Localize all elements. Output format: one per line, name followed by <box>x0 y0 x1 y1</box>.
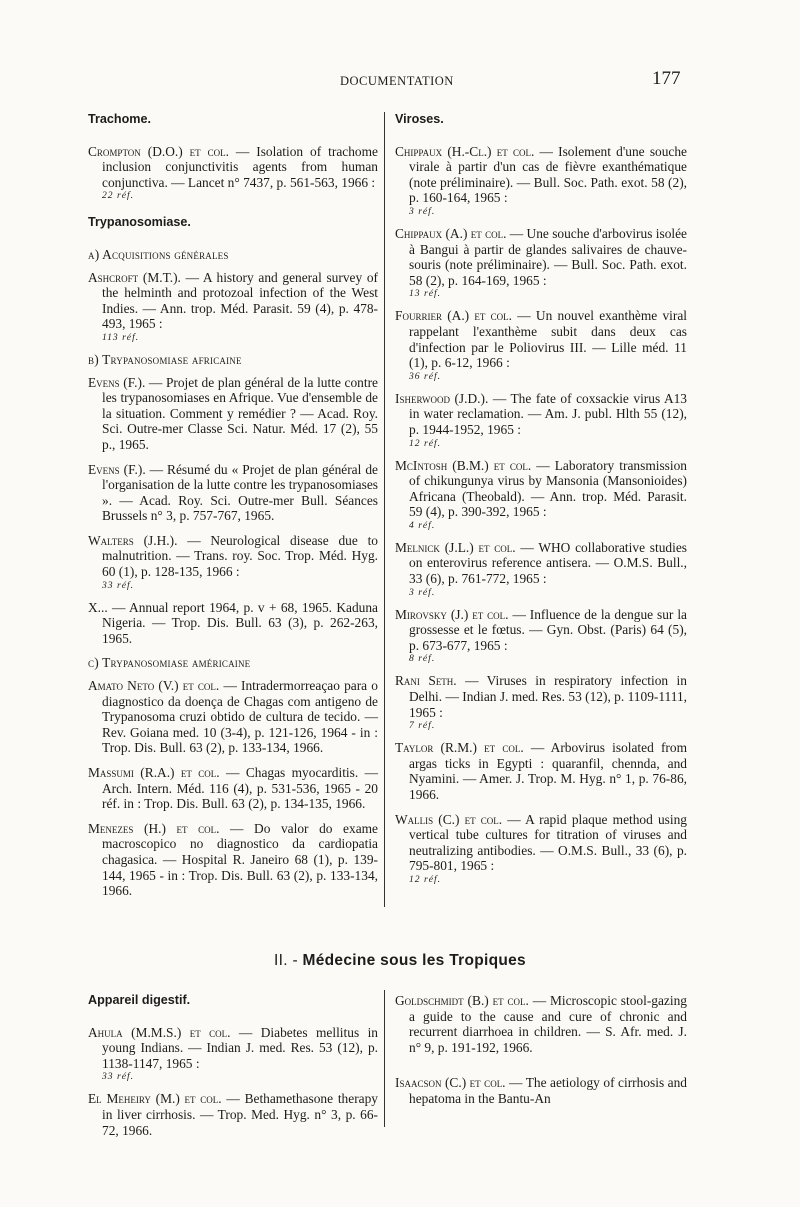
entry-author: Evens (F.). <box>88 461 146 477</box>
entry-author: Massumi (R.A.) et col. <box>88 765 220 780</box>
entry-author: Evens (F.). <box>88 374 146 390</box>
entry-author: Ahula (M.M.S.) et col. <box>88 1024 231 1040</box>
entry-ref-count: 3 réf. <box>409 205 436 217</box>
part-number: II. - <box>274 952 298 969</box>
entry-text: — Projet de plan général de la lutte contre les trypanosomiases en Afrique. Vue d'ensemble de la situation. Comment y remédier ? — Acad. Roy. Sci. Outre-mer Classe Sci. Natur. Méd. 17 (2), 55 p., 1965. <box>102 374 378 452</box>
entry-author: Menezes (H.) et col. <box>88 820 220 836</box>
page-number: 177 <box>652 68 681 89</box>
entry-author: Goldschmidt (B.) et col. <box>395 993 529 1008</box>
entry-text: — Un nouvel exanthème viral rappelant l'exanthème subit dans deux cas d'infection par le Poliovirus III. — Lille méd. 11 (1), p. 6-12, 1966 : <box>409 308 687 371</box>
part-heading <box>0 952 800 970</box>
entry-author: Mirovsky (J.) et col. <box>395 606 509 622</box>
section-heading-trypanosomiase: Trypanosomiase. <box>88 215 191 230</box>
entry-text: — WHO collaborative studies on enterovirus reference antisera. — O.M.S. Bull., 33 (6), p. 761-772, 1965 : <box>409 539 687 587</box>
bib-entry <box>88 765 378 812</box>
entry-ref-count: 13 réf. <box>409 288 442 300</box>
entry-author: Ashcroft (M.T.). <box>88 269 181 285</box>
part-title: Médecine sous les Tropiques <box>302 952 526 969</box>
bib-entry <box>88 533 378 591</box>
running-title: DOCUMENTATION <box>340 74 454 88</box>
entry-text: — Intradermorreaçao para o diagnostico da doença de Chagas com antigeno de Trypanosoma cruzi obtido de cultura de tecido. — Rev. Goiana med. 10 (3-4), p. 121-126, 1964 - in : Trop. Dis. Bull. 63 (2), p. 133-134, 1966. <box>102 678 378 756</box>
entry-author: Chippaux (A.) et col. <box>395 225 507 241</box>
bib-entry <box>395 144 687 217</box>
bib-entry <box>395 540 687 598</box>
entry-text: — Viruses in respiratory infection in Delhi. — Indian J. med. Res. 53 (12), p. 1109-1111, 1965 : <box>409 673 687 720</box>
bib-entry <box>395 673 687 731</box>
entry-author: Isaacson (C.) et col. <box>395 1075 506 1091</box>
entry-author: Walters (J.H.). <box>88 532 178 548</box>
entry-text: — The fate of coxsackie virus A13 in water reclamation. — Am. J. publ. Hlth 55 (12), p. 1944-1952, 1965 : <box>409 390 688 437</box>
bib-entry <box>88 678 378 756</box>
column-divider-top <box>384 112 385 907</box>
entry-ref-count: 4 réf. <box>409 519 436 531</box>
entry-ref-count: 3 réf. <box>409 586 436 598</box>
left-column-top <box>88 112 378 908</box>
entry-text: — A history and general survey of the helminth and protozoal infection of the West Indies. — Ann. trop. Méd. Parasit. 59 (4), p. 478-493, 1965 : <box>102 269 378 332</box>
entry-author: Chippaux (H.-Cl.) et col. <box>395 143 535 159</box>
section-heading-appareil-digestif: Appareil digestif. <box>88 993 191 1007</box>
entry-author: McIntosh (B.M.) et col. <box>395 457 532 473</box>
bib-entry <box>395 308 687 381</box>
entry-ref-count: 7 réf. <box>409 720 436 732</box>
right-column-top <box>395 112 687 894</box>
entry-author: El Meheiry (M.) et col. <box>88 1091 222 1107</box>
entry-text: — Microscopic stool-gazing a guide to the cause and cure of chronic and recurrent diarrhoea in children. — S. Afr. med. J. n° 9, p. 191-192, 1966. <box>409 993 687 1055</box>
entry-text: — Une souche d'arbovirus isolée à Bangui à partir de glandes salivaires de chauve-souris (note préliminaire). — Bull. Soc. Path. exot. 58 (2), p. 164-169, 1965 : <box>409 225 688 288</box>
bib-entry <box>88 462 378 524</box>
bib-entry <box>88 600 378 647</box>
subsection-heading: b) Trypanosomiase africaine <box>88 351 242 367</box>
entry-text: — A rapid plaque method using vertical tube cultures for titration of viruses and neutralizing antibodies. — O.M.S. Bull., 33 (6), p. 795-801, 1965 : <box>409 811 687 874</box>
entry-text: — Chagas myocarditis. — Arch. Intern. Méd. 116 (4), p. 531-536, 1965 - 20 réf. in : Trop. Dis. Bull. 63 (2), p. 134-135, 1966. <box>102 765 378 812</box>
entry-text: — Isolation of trachome inclusion conjunctivitis agents from human conjunctiva. — Lancet n° 7437, p. 561-563, 1966 : <box>102 143 378 190</box>
entry-text: — Influence de la dengue sur la grossesse et le fœtus. — Gyn. Obst. (Paris) 64 (5), p. 673-677, 1965 : <box>409 606 687 653</box>
subsection-heading: a) Acquisitions générales <box>88 246 229 262</box>
column-divider-bottom <box>384 990 385 1127</box>
bib-entry <box>395 740 687 802</box>
entry-text: — Neurological disease due to malnutrition. — Trans. roy. Soc. Trop. Méd. Hyg. 60 (1), p. 128-135, 1966 : <box>102 532 378 580</box>
bib-entry <box>395 812 687 885</box>
bib-entry <box>395 391 687 449</box>
bib-entry <box>88 1091 378 1138</box>
bib-entry <box>395 226 687 299</box>
bib-entry <box>88 821 378 899</box>
entry-author: Taylor (R.M.) et col. <box>395 740 524 756</box>
entry-text: — Laboratory transmission of chikungunya virus by Mansonia (Mansonioides) Africana (Theobald). — Ann. trop. Méd. Parasit. 59 (4), p. 390-392, 1965 : <box>409 457 688 520</box>
entry-text: — Résumé du « Projet de plan général de l'organisation de la lutte contre les trypanosomiases ». — Acad. Roy. Sci. Outre-mer Bull. Séances Brussels n° 3, p. 757-767, 1965. <box>102 461 378 524</box>
right-column-bottom <box>395 993 687 1116</box>
entry-text: — Annual report 1964, p. v + 68, 1965. Kaduna Nigeria. — Trop. Dis. Bull. 63 (3), p. 262-263, 1965. <box>102 599 378 646</box>
entry-ref-count: 33 réf. <box>102 1071 135 1083</box>
entry-ref-count: 8 réf. <box>409 653 436 665</box>
left-column-bottom <box>88 993 378 1147</box>
bib-entry <box>88 270 378 343</box>
entry-author: Amato Neto (V.) et col. <box>88 678 220 694</box>
section-heading-viroses: Viroses. <box>395 112 444 126</box>
entry-author: Rani Seth. <box>395 673 457 689</box>
entry-ref-count: 22 réf. <box>102 190 135 202</box>
bib-entry <box>88 1025 378 1083</box>
entry-text: — Diabetes mellitus in young Indians. — Indian J. med. Res. 53 (12), p. 1138-1147, 1965 : <box>102 1024 378 1071</box>
entry-author: Fourrier (A.) et col. <box>395 308 512 324</box>
entry-text: — Do valor do exame macroscopico no diagnostico da cardiopatia chagasica. — Hospital R. Janeiro 68 (1), p. 139-144, 1965 - in : Trop. Dis. Bull. 63 (2), p. 133-134, 1966. <box>102 820 378 899</box>
bib-entry <box>88 144 378 202</box>
entry-author: Melnick (J.L.) et col. <box>395 539 516 555</box>
section-heading-trachome: Trachome. <box>88 112 151 126</box>
entry-author: Isherwood (J.D.). <box>395 390 489 406</box>
bib-entry <box>395 458 687 531</box>
entry-author: X... <box>88 599 108 615</box>
bib-entry <box>395 1075 687 1106</box>
entry-text: — The aetiology of cirrhosis and hepatoma in the Bantu-An <box>409 1075 687 1106</box>
entry-text: — Isolement d'une souche virale à partir d'un cas de fièvre exanthématique (note préliminaire). — Bull. Soc. Path. exot. 58 (2), p. 160-164, 1965 : <box>409 143 687 206</box>
entry-ref-count: 12 réf. <box>409 437 442 449</box>
entry-ref-count: 12 réf. <box>409 873 442 885</box>
entry-ref-count: 33 réf. <box>102 579 135 591</box>
bib-entry <box>88 375 378 453</box>
entry-ref-count: 36 réf. <box>409 370 442 382</box>
entry-ref-count: 113 réf. <box>102 331 140 343</box>
entry-text: — Bethamethasone therapy in liver cirrhosis. — Trop. Med. Hyg. n° 3, p. 66-72, 1966. <box>102 1091 378 1138</box>
subsection-heading: c) Trypanosomiase américaine <box>88 655 251 671</box>
bib-entry <box>395 993 687 1055</box>
bib-entry <box>395 607 687 665</box>
entry-author: Wallis (C.) et col. <box>395 811 503 827</box>
entry-author: Crompton (D.O.) et col. <box>88 143 229 159</box>
entry-text: — Arbovirus isolated from argas ticks in Egypti : quaranfil, chennda, and Nyamini. — Amer. J. Trop. M. Hyg. n° 1, p. 76-86, 1966. <box>409 740 687 802</box>
